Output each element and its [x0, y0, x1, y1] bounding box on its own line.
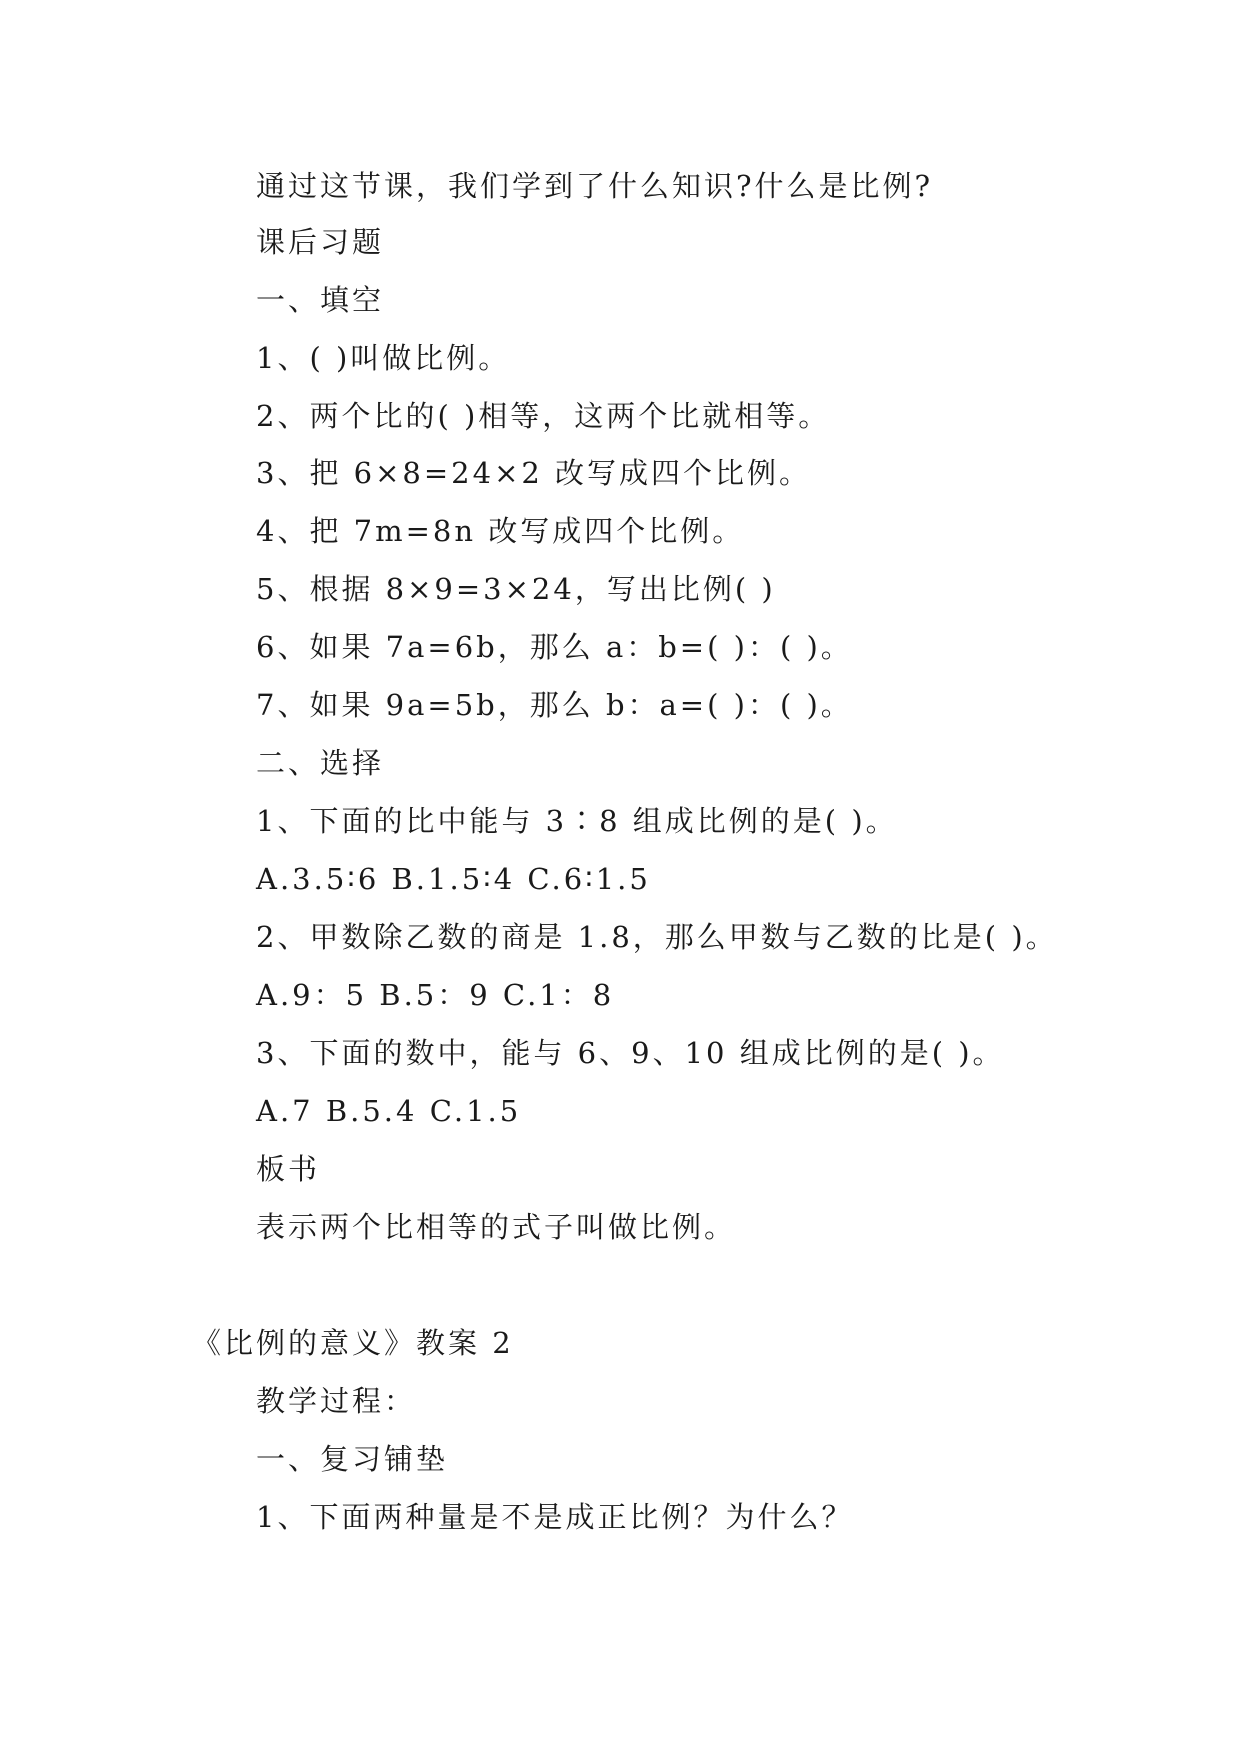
fill-item: 4、把 7m=8n 改写成四个比例。 — [256, 514, 745, 548]
review-heading: 一、复习铺垫 — [256, 1442, 449, 1476]
exercises-heading: 课后习题 — [256, 225, 385, 259]
choice-item: 2、甲数除乙数的商是 1.8，那么甲数与乙数的比是( )。 — [256, 920, 1058, 954]
choice-item: 3、下面的数中，能与 6、9、10 组成比例的是( )。 — [256, 1036, 1005, 1070]
fill-item: 3、把 6×8=24×2 改写成四个比例。 — [256, 456, 812, 490]
fill-item: 5、根据 8×9=3×24，写出比例( ) — [256, 572, 776, 606]
choice-item: 1、下面的比中能与 3∶8 组成比例的是( )。 — [256, 804, 898, 838]
fill-item: 7、如果 9a=5b，那么 b：a=( )：( )。 — [256, 688, 853, 722]
lesson-plan-title: 《比例的意义》教案 2 — [192, 1326, 514, 1360]
fill-item: 6、如果 7a=6b，那么 a：b=( )：( )。 — [256, 630, 853, 664]
fill-blank-heading: 一、填空 — [256, 283, 385, 317]
fill-item: 1、( )叫做比例。 — [256, 341, 511, 375]
board-heading: 板书 — [256, 1152, 321, 1186]
process-heading: 教学过程： — [256, 1384, 417, 1418]
choice-options: A.7 B.5.4 C.1.5 — [256, 1094, 522, 1128]
choice-options: A.9：5 B.5：9 C.1：8 — [256, 978, 615, 1012]
choice-heading: 二、选择 — [256, 746, 385, 780]
fill-item: 2、两个比的( )相等，这两个比就相等。 — [256, 399, 831, 433]
choice-options: A.3.5∶6 B.1.5∶4 C.6∶1.5 — [256, 862, 651, 896]
board-text: 表示两个比相等的式子叫做比例。 — [256, 1210, 737, 1244]
lesson-summary-question: 通过这节课，我们学到了什么知识?什么是比例? — [256, 169, 934, 203]
review-item: 1、下面两种量是不是成正比例？为什么？ — [256, 1500, 854, 1534]
